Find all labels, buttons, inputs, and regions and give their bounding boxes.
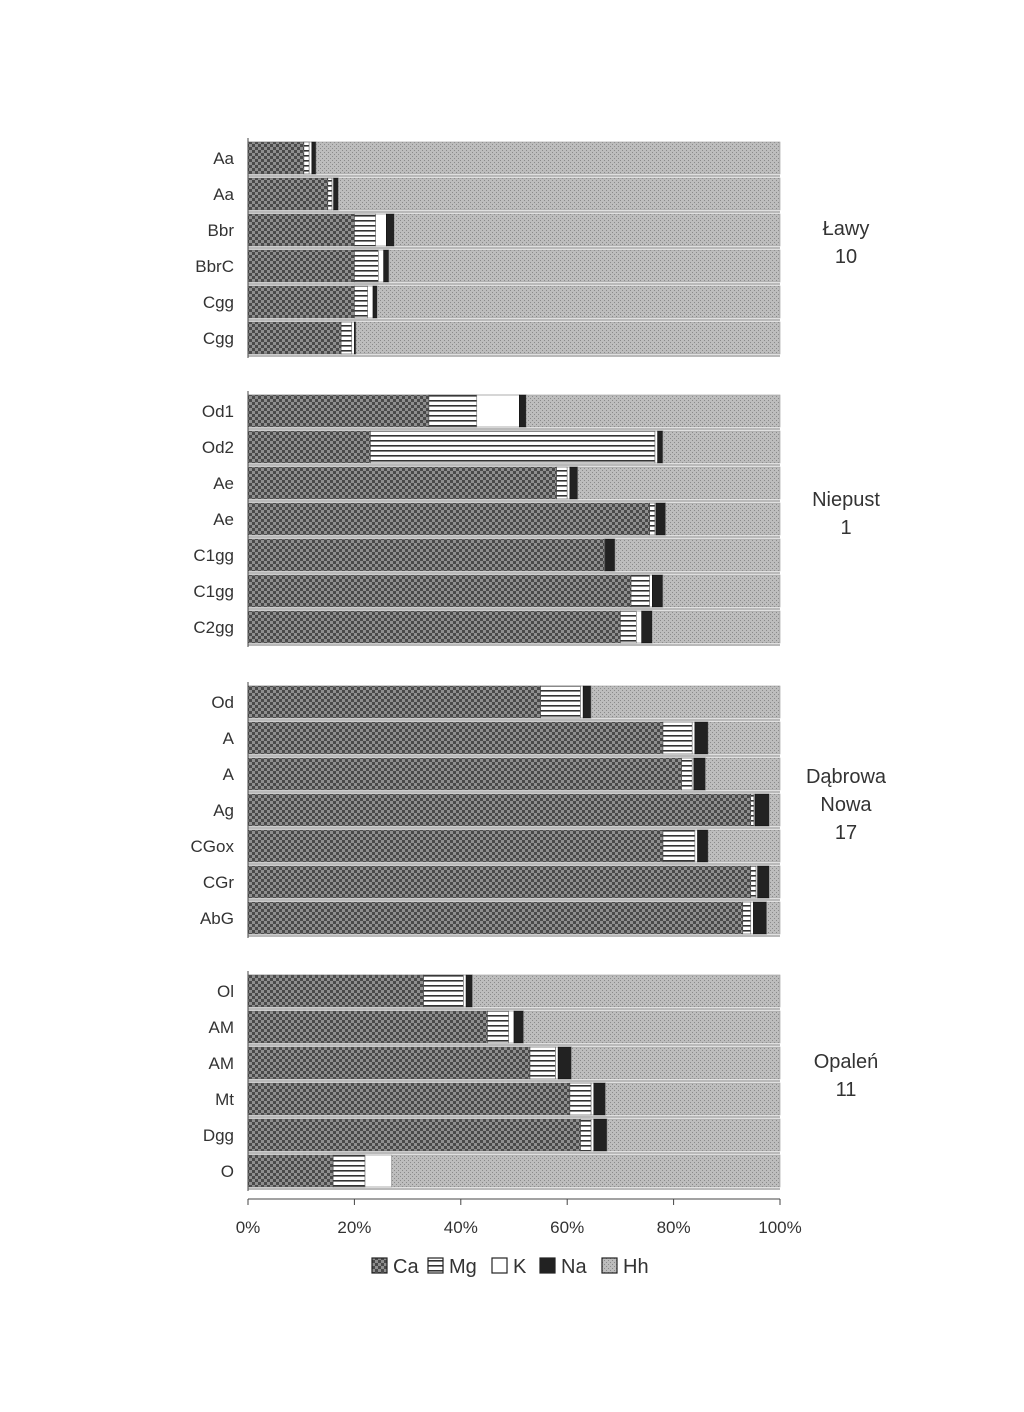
bar-segment-ca	[248, 142, 304, 174]
bar-segment-na	[514, 1011, 524, 1043]
bar-segment-hh	[663, 431, 780, 463]
bar-segment-hh	[652, 611, 780, 643]
bar-segment-hh	[606, 1083, 781, 1115]
group-name: Ławy	[822, 218, 870, 240]
bar-segment-ca	[248, 1119, 581, 1151]
bar-segment-mg	[620, 611, 636, 643]
bar-segment-mg	[570, 1083, 591, 1115]
bar-segment-na	[656, 503, 666, 535]
bar-segment-ca	[248, 794, 751, 826]
bar-segment-mg	[333, 1155, 365, 1187]
bar-segment-hh	[663, 575, 780, 607]
bar-segment-k	[477, 395, 520, 427]
category-label: Od	[211, 693, 234, 712]
bar-segment-mg	[429, 395, 477, 427]
bar-segment-na	[594, 1083, 606, 1115]
legend-swatch-na	[540, 1258, 555, 1273]
bar-segment-mg	[743, 902, 751, 934]
category-label: Ag	[213, 801, 234, 820]
bar-segment-na	[694, 758, 706, 790]
bar-segment-mg	[751, 866, 756, 898]
category-label: CGox	[190, 837, 234, 856]
bar-segment-mg	[304, 142, 309, 174]
group-number: 17	[834, 822, 858, 844]
category-label: AbG	[199, 909, 234, 928]
category-label: Od1	[201, 402, 234, 421]
bar-segment-k	[309, 142, 312, 174]
legend-label-mg: Mg	[449, 1256, 477, 1278]
bar-segment-mg	[354, 214, 375, 246]
bar-segment-k	[352, 322, 355, 354]
bar-segment-na	[570, 467, 578, 499]
bar-segment-mg	[682, 758, 693, 790]
bar-segment-ca	[248, 1155, 333, 1187]
bar-segment-na	[594, 1119, 607, 1151]
bar-segment-k	[368, 286, 373, 318]
category-label: Od2	[201, 438, 234, 457]
x-tick-label: 40%	[443, 1218, 478, 1237]
bar-segment-hh	[708, 830, 780, 862]
category-label: BbrC	[195, 257, 234, 276]
bar-segment-na	[755, 794, 769, 826]
bar-segment-ca	[248, 214, 354, 246]
bar-segment-na	[606, 539, 616, 571]
bar-segment-k	[509, 1011, 514, 1043]
bar-segment-hh	[769, 794, 780, 826]
bar-segment-ca	[248, 575, 631, 607]
bar-segment-hh	[473, 975, 781, 1007]
bar-segment-hh	[389, 250, 780, 282]
bar-segment-k	[376, 214, 387, 246]
legend-swatch-mg	[428, 1258, 443, 1273]
category-label: Mt	[215, 1090, 234, 1109]
bar-segment-hh	[524, 1011, 780, 1043]
category-label: C1gg	[193, 546, 234, 565]
bar-segment-ca	[248, 975, 424, 1007]
bar-segment-hh	[571, 1047, 780, 1079]
bar-segment-na	[695, 722, 708, 754]
bar-segment-ca	[248, 830, 663, 862]
category-label: A	[222, 765, 234, 784]
bar-segment-mg	[557, 467, 568, 499]
group-name: Opaleń	[813, 1051, 879, 1073]
bar-segment-ca	[248, 286, 354, 318]
bar-segment-mg	[328, 178, 332, 210]
bar-segment-na	[386, 214, 394, 246]
bar-segment-k	[636, 611, 641, 643]
bar-segment-ca	[248, 611, 620, 643]
bar-segment-mg	[581, 1119, 592, 1151]
bar-segment-ca	[248, 395, 429, 427]
bar-segment-k	[692, 722, 695, 754]
bar-segment-na	[758, 866, 770, 898]
bar-segment-ca	[248, 431, 370, 463]
bar-segment-mg	[530, 1047, 556, 1079]
bar-segment-hh	[708, 722, 780, 754]
bar-segment-ca	[248, 722, 663, 754]
bar-segment-na	[334, 178, 339, 210]
x-tick-label: 20%	[337, 1218, 372, 1237]
bar-segment-ca	[248, 1047, 530, 1079]
bar-segment-k	[567, 467, 570, 499]
category-label: Dgg	[202, 1126, 234, 1145]
bar-segment-mg	[341, 322, 352, 354]
legend-label-na: Na	[561, 1256, 587, 1278]
bar-segment-hh	[578, 467, 780, 499]
x-tick-label: 0%	[235, 1218, 261, 1237]
bar-segment-na	[384, 250, 389, 282]
bar-segment-hh	[706, 758, 780, 790]
bar-segment-k	[751, 902, 754, 934]
category-label: Bbr	[207, 221, 234, 240]
bar-segment-hh	[769, 866, 780, 898]
bar-segment-k	[365, 1155, 392, 1187]
bar-segment-k	[655, 431, 658, 463]
bar-segment-k	[556, 1047, 559, 1079]
category-label: C1gg	[193, 582, 234, 601]
bar-segment-hh	[767, 902, 780, 934]
bar-segment-na	[466, 975, 472, 1007]
bar-segment-hh	[392, 1155, 780, 1187]
bar-segment-hh	[591, 686, 780, 718]
bar-segment-na	[583, 686, 591, 718]
category-label: Cgg	[202, 293, 234, 312]
bar-segment-ca	[248, 866, 751, 898]
bar-segment-mg	[663, 830, 695, 862]
bar-segment-mg	[487, 1011, 508, 1043]
bar-segment-ca	[248, 503, 650, 535]
bar-segment-na	[658, 431, 663, 463]
legend-label-k: K	[513, 1256, 527, 1278]
bar-segment-na	[373, 286, 377, 318]
bar-segment-ca	[248, 1011, 487, 1043]
bar-segment-hh	[607, 1119, 780, 1151]
legend-swatch-k	[492, 1258, 507, 1273]
x-tick-label: 100%	[758, 1218, 802, 1237]
bar-segment-mg	[354, 286, 367, 318]
bar-segment-na	[753, 902, 766, 934]
bar-segment-hh	[666, 503, 780, 535]
bar-segment-hh	[316, 142, 780, 174]
group-name: Dąbrowa	[805, 766, 887, 788]
bar-segment-mg	[650, 503, 655, 535]
bar-segment-mg	[541, 686, 581, 718]
bar-segment-k	[591, 1083, 594, 1115]
category-label: AM	[208, 1054, 234, 1073]
legend-label-ca: Ca	[393, 1256, 419, 1278]
bar-segment-ca	[248, 178, 328, 210]
bar-segment-ca	[248, 539, 604, 571]
bar-segment-ca	[248, 467, 557, 499]
bar-segment-mg	[354, 250, 378, 282]
bar-segment-mg	[631, 575, 650, 607]
x-tick-label: 60%	[550, 1218, 585, 1237]
group-name: Nowa	[820, 794, 872, 816]
bar-segment-mg	[424, 975, 464, 1007]
bar-segment-hh	[394, 214, 780, 246]
category-label: AM	[208, 1018, 234, 1037]
category-label: A	[222, 729, 234, 748]
bar-segment-hh	[377, 286, 780, 318]
bar-segment-na	[698, 830, 709, 862]
bar-segment-k	[591, 1119, 594, 1151]
bar-segment-mg	[370, 431, 655, 463]
legend-swatch-ca	[372, 1258, 387, 1273]
group-number: 1	[840, 517, 852, 539]
bar-segment-k	[463, 975, 466, 1007]
bar-segment-mg	[751, 794, 754, 826]
category-label: Ae	[213, 510, 234, 529]
bar-segment-ca	[248, 758, 682, 790]
bar-segment-hh	[338, 178, 780, 210]
bar-segment-mg	[663, 722, 692, 754]
bar-segment-k	[581, 686, 584, 718]
legend-label-hh: Hh	[623, 1256, 649, 1278]
category-label: Aa	[213, 185, 234, 204]
bar-segment-ca	[248, 250, 354, 282]
bar-segment-hh	[356, 322, 780, 354]
bar-segment-ca	[248, 322, 341, 354]
x-tick-label: 80%	[656, 1218, 691, 1237]
bar-segment-ca	[248, 1083, 570, 1115]
bar-segment-na	[652, 575, 663, 607]
bar-segment-k	[378, 250, 383, 282]
bar-segment-hh	[526, 395, 780, 427]
group-name: Niepust	[812, 489, 880, 511]
category-label: CGr	[202, 873, 234, 892]
legend-swatch-hh	[602, 1258, 617, 1273]
category-label: Ol	[217, 982, 234, 1001]
category-label: Ae	[213, 474, 234, 493]
bar-segment-hh	[615, 539, 780, 571]
category-label: Cgg	[202, 329, 234, 348]
group-number: 10	[834, 246, 858, 268]
bar-segment-ca	[248, 902, 743, 934]
category-label: O	[220, 1162, 234, 1181]
bar-segment-k	[650, 575, 653, 607]
bar-segment-ca	[248, 686, 541, 718]
bar-segment-na	[558, 1047, 571, 1079]
category-label: Aa	[213, 149, 234, 168]
category-label: C2gg	[193, 618, 234, 637]
bar-segment-na	[642, 611, 653, 643]
bar-segment-k	[695, 830, 698, 862]
bar-segment-na	[312, 142, 316, 174]
bar-segment-na	[519, 395, 526, 427]
group-number: 11	[835, 1079, 857, 1101]
